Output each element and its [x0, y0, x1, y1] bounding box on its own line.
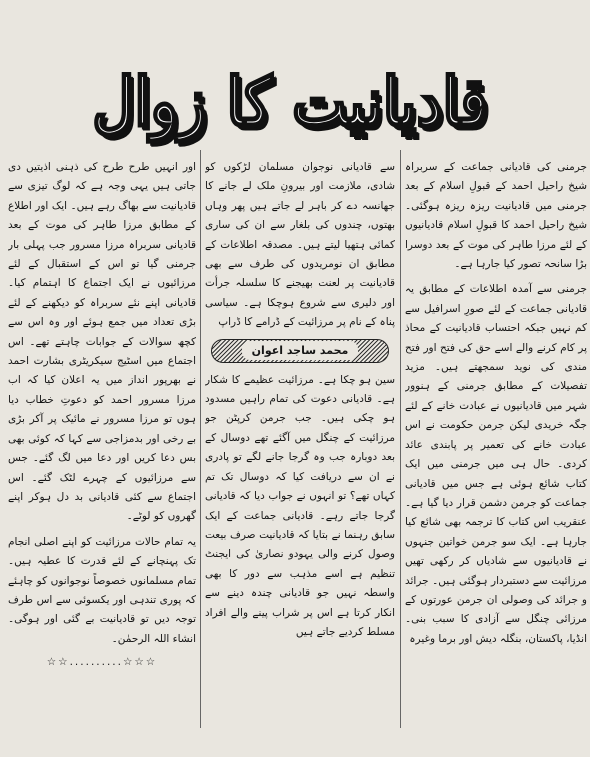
- paragraph: اور انہیں طرح طرح کی ذہنی اذیتیں دی جاتی ہیں یہی وجہ ہے کہ لوگ تیزی سے قادیانیت سے بھاگ رہے ہیں۔ ایک اور اطلاع کے مطابق مرزا طاہر کی موت کے بعد قادیانی سربراہ مرزا مسرور جب پہلی بار جرمنی گیا تو اس کے استقبال کے لئے مرزائیوں نے ایک اجتماع کا اہتمام کیا۔ قادیانی اپنے نئے سربراہ کو دیکھنے کے لئے بڑی تعداد میں جمع ہوئے اور وہ اس سے کچھ سوالات کے جوابات چاہتے تھے۔ اس اجتماع میں اسٹیج سیکریٹری بشارت احمد نے بھرپور انداز میں یہ اعلان کیا کہ اب مرزا مسرور احمد کو دعوتِ خطاب دیا ہوں تو مرزا مسرور نے مائیک پر آکر بڑی بے رخی اور بدمزاجی سے کہا کہ کوئی بھی بس دعا کریں اور دعا میں لگ گئے۔ جس سے مرزائیوں کے چہرے لٹک گئے۔ اس اجتماع سے کئی قادیانی بد دل ہوکر اپنے گھروں کو لوٹے۔: [8, 161, 196, 523]
- paragraph: جرمنی کی قادیانی جماعت کے سربراہ شیخ راحیل احمد کے قبولِ اسلام کے بعد جرمنی میں قادیانیت ریزہ ریزہ ہوگئی۔ شیخ راحیل احمد کا قبولِ اسلام قادیانیوں کے لئے مرزا طاہر کی موت کے بعد دوسرا بڑا سانحہ تصور کیا جارہا ہے۔: [405, 161, 587, 271]
- column-right: [405, 158, 587, 740]
- paragraph: سین ہو چکا ہے۔ مرزائیت عظیمے کا شکار ہے۔ قادیانی دعوت کی تمام راہیں مسدود ہو چکی ہیں۔ جب جرمن کرپٹن جو مرزائیت کے چنگل میں آگئے تھے دوسال کے بعد دوبارہ جب وہ گرجا جانے لگے تو پادری نے ان سے دریافت کیا کہ دوسال تک تم کہاں تھے؟ تو انہوں نے جواب دیا کہ قادیانی گرجا جاتے رہے۔ قادیانی جماعت کے ایک سابق رہنما نے بتایا کہ قادیانیت صرف بیعت وصول کرنے والی یہودو نصاریٰ کی ایجنٹ تنظیم ہے اسے مذہب سے دور کا بھی واسطہ نہیں جو قادیانی چندہ دینے سے انکار کرتا ہے اس پر شراب پینے والے افراد مسلط کردیے جاتے ہیں: [205, 373, 395, 638]
- end-marks: ☆☆☆..........☆☆: [46, 656, 158, 669]
- column-middle: [205, 158, 395, 740]
- headline: [92, 54, 488, 150]
- column-left: [8, 158, 196, 740]
- headline-text: قادیانیت کا زوال: [92, 62, 488, 142]
- paragraph: جرمنی سے آمدہ اطلاعات کے مطابق یہ قادیانی جماعت کے لئے صورِ اسرافیل سے کم نہیں جبکہ احتساب قادیانیت کے محاذ پر کام کرنے والے اسے حق کی فتح اور فتح مندی کی نوید سمجھتے ہیں۔ مزید تفصیلات کے مطابق جرمنی کے ہنوور شہر میں قادیانیوں نے عبادت خانے کے لئے جگہ خریدی لیکن جرمن حکومت نے اس عبادت خانے کی تعمیر پر پابندی عائد کردی۔ حال ہی میں جرمنی میں ایک کتاب شائع ہوئی ہے جس میں قادیانی جماعت کو جرمن دشمن قرار دیا گیا ہے۔ عنقریب اس کتاب کا ترجمہ بھی شائع کیا جارہا ہے۔ ایک سو جرمن خواتین جنہوں نے قادیانیوں سے شادیاں کر رکھی تھیں مرزائیت سے دستبردار ہوگئی ہیں۔ جرائد و جرائد کی وصولی ان جرمن عورتوں کے مرزائی چنگل سے آزادی کا سبب بنی۔ انڈیا، پاکستان، بنگلہ دیش اور برما وغیرہ: [405, 283, 587, 645]
- column-divider-left: [200, 150, 201, 728]
- paragraph: یہ تمام حالات مرزائیت کو اپنے اصلی انجام تک پہنچانے کے لئے قدرت کا عطیہ ہیں۔ تمام مسلمانوں خصوصاً نوجوانوں کو چاہئے کہ پوری تندہی اور یکسوئی سے اس طرف توجہ دیں تو قادیانیت بے گئی اور ہوگی۔ انشاء اللہ الرحمٰن۔: [8, 535, 196, 645]
- byline-author: محمد ساجد اعوان: [242, 341, 359, 360]
- column-divider-right: [400, 150, 401, 728]
- paragraph: سے قادیانی نوجوان مسلمان لڑکوں کو شادی، ملازمت اور بیرونِ ملک لے جانے کا جھانسہ دے کر باہر لے جاتے ہیں پھر وہاں بھتوں، چندوں کی بلغار سے ان کی ساری کمائی ہتھیا لیتے ہیں۔ مصدقہ اطلاعات کے مطابق ان نومریدوں کی طرف سے بھی قادیانیت پر لعنت بھیجنے کا سلسلہ جرأت اور دلیری سے شروع ہوچکا ہے۔ سیاسی پناہ کے نام پر مرزائیت کے ڈرامے کا ڈراپ: [205, 161, 395, 329]
- byline-box: [211, 339, 389, 363]
